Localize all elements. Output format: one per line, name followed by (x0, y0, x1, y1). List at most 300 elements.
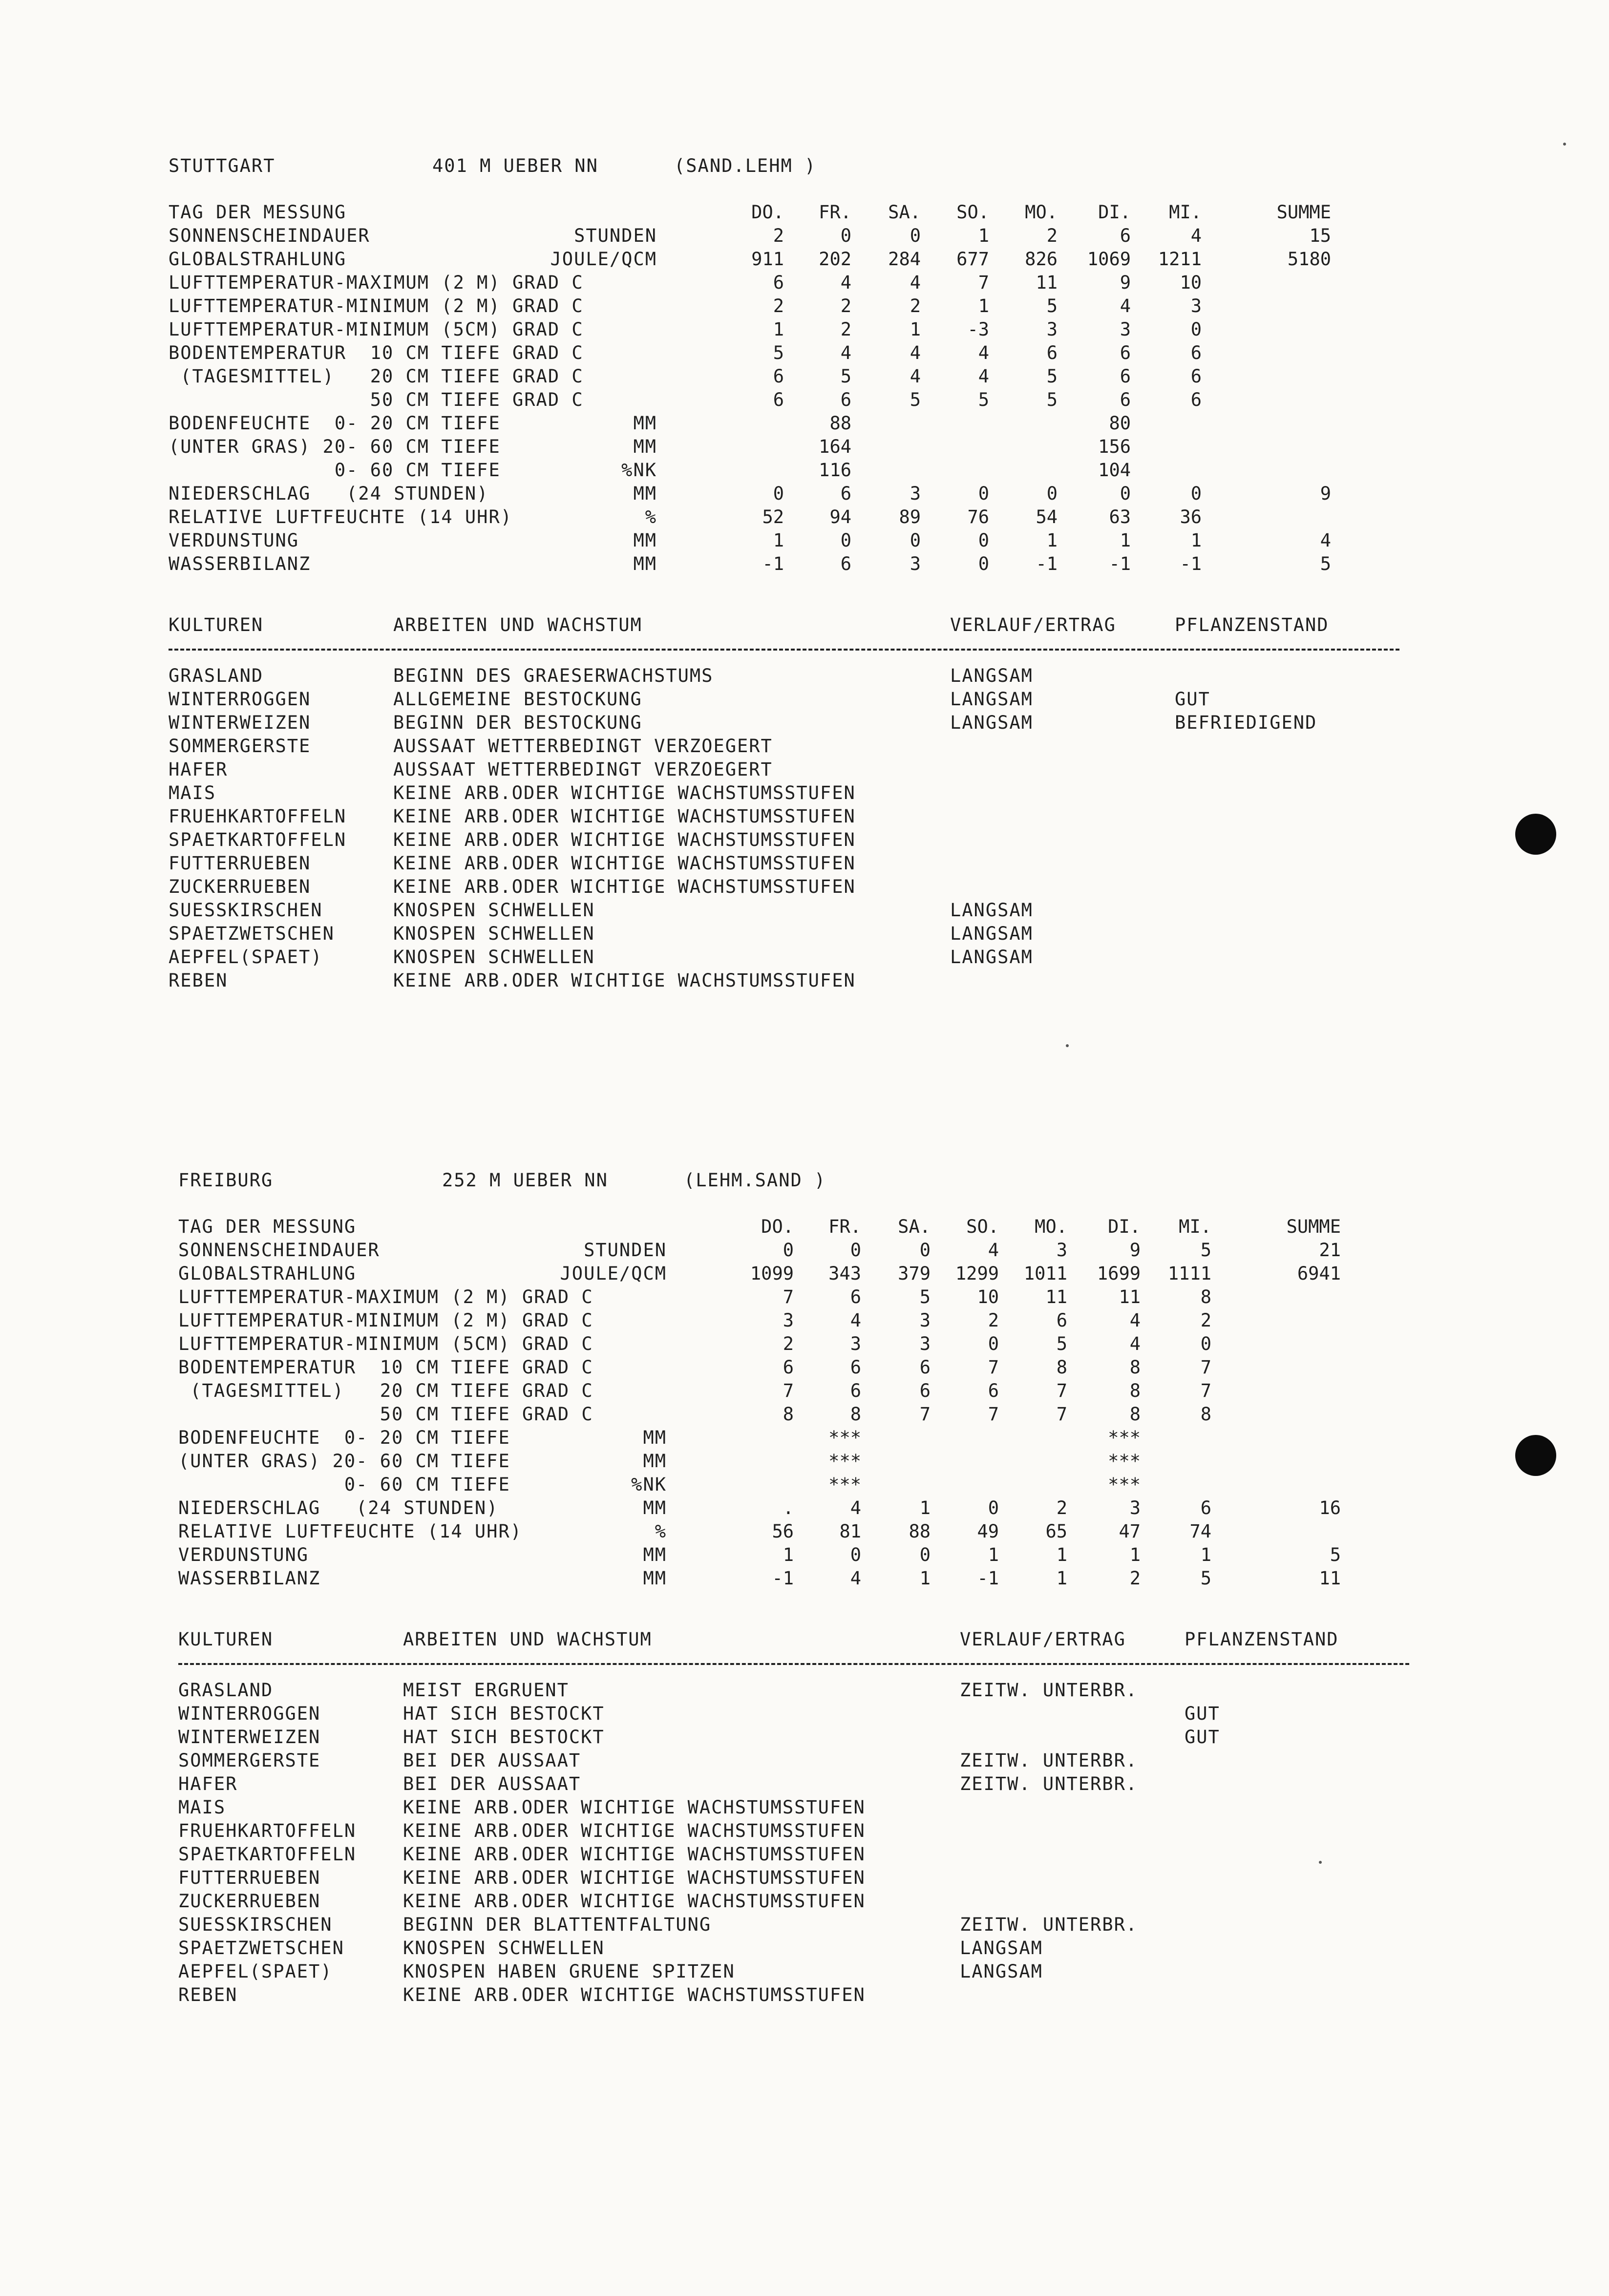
weather-row-label: 50 CM TIEFE GRAD C (169, 389, 584, 410)
weather-value: 1 (910, 319, 921, 340)
crop-name: REBEN (178, 1984, 238, 2005)
weather-row (178, 1544, 1429, 1568)
crop-status: GUT (1185, 1703, 1220, 1724)
crop-row (169, 829, 1439, 853)
weather-value: 0 (1120, 483, 1131, 504)
crop-row (178, 1703, 1448, 1727)
crop-status: GUT (1175, 689, 1210, 710)
weather-value: 6 (840, 553, 851, 574)
crop-name: WINTERWEIZEN (178, 1727, 321, 1748)
weather-value: 1 (773, 319, 784, 340)
crop-row (169, 947, 1439, 970)
weather-row-unit: MM (633, 413, 657, 434)
weather-value: 3 (910, 553, 921, 574)
crop-work: KNOSPEN SCHWELLEN (403, 1938, 605, 1959)
weather-value: 3 (910, 483, 921, 504)
weather-value: 4 (978, 366, 989, 387)
measurement-day-label: TAG DER MESSUNG (178, 1216, 357, 1237)
weather-value: 4 (978, 342, 989, 363)
crop-work: BEI DER AUSSAAT (403, 1773, 581, 1794)
weather-row (169, 366, 1419, 389)
weather-row-label: LUFTTEMPERATUR-MINIMUM (2 M) GRAD C (169, 295, 584, 316)
weather-value: 4 (988, 1240, 999, 1261)
crop-progress: ZEITW. UNTERBR. (960, 1914, 1138, 1935)
crop-row (169, 665, 1439, 689)
weather-value: 284 (888, 249, 921, 270)
sum-header: SUMME (1276, 202, 1331, 223)
crop-work: KEINE ARB.ODER WICHTIGE WACHSTUMSSTUFEN (403, 1984, 866, 2005)
weather-value: 1 (783, 1544, 794, 1565)
weather-row-label: GLOBALSTRAHLUNG (178, 1263, 357, 1284)
weather-value: 0 (840, 225, 851, 246)
weather-value: 2 (1046, 225, 1058, 246)
weather-value: 677 (956, 249, 989, 270)
weather-row-label: 0- 60 CM TIEFE (169, 460, 501, 481)
weather-value: 5 (1056, 1333, 1067, 1354)
progress-col-header: VERLAUF/ERTRAG (960, 1629, 1126, 1650)
weather-row (178, 1521, 1429, 1544)
crop-name: REBEN (169, 970, 228, 991)
weather-value: 7 (978, 272, 989, 293)
crop-name: SPAETKARTOFFELN (169, 829, 347, 850)
weather-sum: 5 (1320, 553, 1331, 574)
weather-value: 104 (1098, 460, 1131, 481)
weather-value: 1 (1190, 530, 1202, 551)
weather-value: 6 (988, 1380, 999, 1401)
weather-row (178, 1263, 1429, 1286)
weather-value: 3 (919, 1333, 931, 1354)
weather-value: 1 (978, 225, 989, 246)
weather-value: 0 (910, 530, 921, 551)
crop-row (178, 1820, 1448, 1844)
crop-progress: LANGSAM (950, 923, 1033, 944)
crop-row (178, 1727, 1448, 1750)
weather-value: 6 (1120, 342, 1131, 363)
work-col-header: ARBEITEN UND WACHSTUM (403, 1629, 652, 1650)
punch-hole-top (1515, 814, 1556, 855)
weather-value: 8 (1129, 1380, 1141, 1401)
weather-value: 1 (1129, 1544, 1141, 1565)
weather-value: 6 (773, 272, 784, 293)
weather-row-unit: % (645, 506, 657, 527)
weather-row-label: BODENTEMPERATUR 10 CM TIEFE GRAD C (178, 1357, 593, 1378)
work-col-header: ARBEITEN UND WACHSTUM (393, 614, 642, 635)
weather-value: 0 (978, 553, 989, 574)
weather-value: 2 (988, 1310, 999, 1331)
crop-row (169, 970, 1439, 993)
weather-value: 1069 (1087, 249, 1131, 270)
weather-value: 1699 (1097, 1263, 1141, 1284)
crop-name: SPAETZWETSCHEN (169, 923, 335, 944)
weekday-header: MO. (1025, 202, 1058, 223)
weather-value: 80 (1109, 413, 1131, 434)
weather-value: 10 (977, 1286, 999, 1307)
crop-row (169, 736, 1439, 759)
weather-header-row (169, 202, 1419, 225)
weather-value: 6 (1120, 225, 1131, 246)
weather-row-label: (UNTER GRAS) 20- 60 CM TIEFE (169, 436, 501, 457)
weather-value: 3 (1190, 295, 1202, 316)
weather-value: 6 (1190, 366, 1202, 387)
weather-value: 911 (751, 249, 784, 270)
weather-row-label: BODENFEUCHTE 0- 20 CM TIEFE (178, 1427, 510, 1448)
weather-value: 11 (1036, 272, 1058, 293)
weather-row (169, 272, 1419, 295)
weather-value: 11 (1045, 1286, 1067, 1307)
weather-value: 5 (840, 366, 851, 387)
station-altitude: 401 M UEBER NN (432, 155, 598, 176)
crop-work: HAT SICH BESTOCKT (403, 1727, 605, 1748)
weather-row-unit: JOULE/QCM (550, 249, 657, 270)
weather-value: 10 (1180, 272, 1202, 293)
weather-value: 8 (783, 1404, 794, 1425)
crop-row (169, 806, 1439, 829)
weather-value: 1 (1056, 1544, 1067, 1565)
weather-row-label: WASSERBILANZ (169, 553, 311, 574)
weather-row-unit: STUNDEN (584, 1240, 667, 1261)
crop-name: ZUCKERRUEBEN (169, 876, 311, 897)
weather-row-label: NIEDERSCHLAG (24 STUNDEN) (169, 483, 489, 504)
weather-value: 89 (899, 506, 921, 527)
weather-row-label: (TAGESMITTEL) 20 CM TIEFE GRAD C (169, 366, 584, 387)
punch-hole-bottom (1515, 1435, 1556, 1476)
weather-value: 47 (1119, 1521, 1141, 1542)
weather-value: 6 (1056, 1310, 1067, 1331)
weather-value: 1 (773, 530, 784, 551)
weather-row-label: (TAGESMITTEL) 20 CM TIEFE GRAD C (178, 1380, 593, 1401)
weather-value: 6 (840, 389, 851, 410)
status-col-header: PFLANZENSTAND (1175, 614, 1329, 635)
crop-row (178, 1914, 1448, 1938)
weather-value: 11 (1119, 1286, 1141, 1307)
weather-value: 6 (773, 389, 784, 410)
weather-value: 1 (988, 1544, 999, 1565)
weather-value: 6 (1120, 366, 1131, 387)
weekday-header: MO. (1035, 1216, 1067, 1237)
weather-value: 0 (978, 530, 989, 551)
crop-name: WINTERROGGEN (169, 689, 311, 710)
station-soil: (LEHM.SAND ) (684, 1170, 826, 1191)
weather-row-unit: MM (633, 483, 657, 504)
crop-name: MAIS (169, 782, 216, 803)
weather-value: -1 (1180, 553, 1202, 574)
crop-work: AUSSAAT WETTERBEDINGT VERZOEGERT (393, 736, 773, 757)
weekday-header: DI. (1108, 1216, 1141, 1237)
weather-value: 0 (850, 1544, 861, 1565)
weather-row-label: VERDUNSTUNG (169, 530, 299, 551)
weather-value: 7 (783, 1286, 794, 1307)
crop-row (178, 1867, 1448, 1891)
crop-status: GUT (1185, 1727, 1220, 1748)
crop-row (178, 1938, 1448, 1961)
sum-header: SUMME (1286, 1216, 1341, 1237)
weather-value: 6 (773, 366, 784, 387)
crop-progress: LANGSAM (950, 712, 1033, 733)
weather-value: *** (828, 1427, 861, 1448)
weather-value: *** (1108, 1427, 1141, 1448)
crop-work: KEINE ARB.ODER WICHTIGE WACHSTUMSSTUFEN (403, 1844, 866, 1865)
weather-value: 0 (1190, 319, 1202, 340)
crop-row (169, 876, 1439, 900)
weekday-header: MI. (1179, 1216, 1211, 1237)
crop-name: GRASLAND (178, 1680, 274, 1701)
crop-name: SUESSKIRSCHEN (169, 900, 323, 921)
weather-value: 6 (919, 1380, 931, 1401)
crop-progress: LANGSAM (950, 900, 1033, 921)
weather-value: 8 (1200, 1404, 1211, 1425)
crop-row (178, 1750, 1448, 1773)
weather-row-label: WASSERBILANZ (178, 1568, 321, 1589)
weekday-header: FR. (828, 1216, 861, 1237)
weather-value: 2 (1200, 1310, 1211, 1331)
weather-value: 4 (840, 272, 851, 293)
weather-row-unit: MM (633, 530, 657, 551)
crop-status: BEFRIEDIGEND (1175, 712, 1317, 733)
paper-speck (1563, 143, 1566, 146)
station-soil: (SAND.LEHM ) (674, 155, 817, 176)
weather-value: 1111 (1167, 1263, 1211, 1284)
crop-work: BEGINN DER BESTOCKUNG (393, 712, 642, 733)
weather-row-unit: MM (643, 1497, 667, 1518)
weather-row (169, 319, 1419, 342)
weather-row (178, 1286, 1429, 1310)
weather-value: 1 (978, 295, 989, 316)
weather-value: 6 (1120, 389, 1131, 410)
weather-value: 3 (1046, 319, 1058, 340)
weather-value: 0 (1046, 483, 1058, 504)
weather-row (169, 460, 1419, 483)
weather-value: 4 (910, 342, 921, 363)
weather-sum: 21 (1319, 1240, 1341, 1261)
weather-value: 116 (819, 460, 851, 481)
crop-work: AUSSAAT WETTERBEDINGT VERZOEGERT (393, 759, 773, 780)
weather-row (178, 1474, 1429, 1497)
crop-work: KEINE ARB.ODER WICHTIGE WACHSTUMSSTUFEN (403, 1797, 866, 1818)
weather-value: 88 (829, 413, 851, 434)
crop-progress: ZEITW. UNTERBR. (960, 1750, 1138, 1771)
weather-value: 4 (850, 1310, 861, 1331)
crop-name: FUTTERRUEBEN (178, 1867, 321, 1888)
crop-row (178, 1961, 1448, 1984)
crop-row (169, 782, 1439, 806)
weather-value: 1011 (1023, 1263, 1067, 1284)
crop-work: KEINE ARB.ODER WICHTIGE WACHSTUMSSTUFEN (393, 876, 856, 897)
weather-value: 2 (773, 225, 784, 246)
weather-value: 6 (1190, 389, 1202, 410)
crops-col-header: KULTUREN (169, 614, 264, 635)
weather-value: 76 (967, 506, 989, 527)
weather-value: 7 (1200, 1357, 1211, 1378)
weather-value: 343 (828, 1263, 861, 1284)
crop-progress: LANGSAM (960, 1961, 1043, 1982)
weather-value: 164 (819, 436, 851, 457)
weather-row-unit: %NK (631, 1474, 667, 1495)
weather-value: 63 (1109, 506, 1131, 527)
weekday-header: MI. (1169, 202, 1202, 223)
weekday-header: SO. (956, 202, 989, 223)
weather-value: 74 (1189, 1521, 1211, 1542)
weather-row-unit: MM (643, 1568, 667, 1589)
crop-row (178, 1844, 1448, 1867)
weather-value: 81 (839, 1521, 861, 1542)
crop-progress: LANGSAM (960, 1938, 1043, 1959)
station-name: FREIBURG (178, 1170, 274, 1191)
weather-sum: 11 (1319, 1568, 1341, 1589)
crop-row (178, 1984, 1448, 2008)
crop-name: ZUCKERRUEBEN (178, 1891, 321, 1912)
weather-row (169, 483, 1419, 506)
weather-value: 6 (850, 1380, 861, 1401)
dashed-separator (169, 649, 1399, 651)
weather-value: 0 (910, 225, 921, 246)
weather-value: 2 (840, 319, 851, 340)
weather-value: . (783, 1497, 794, 1518)
crop-name: FRUEHKARTOFFELN (178, 1820, 357, 1841)
weather-value: -1 (1036, 553, 1058, 574)
weather-value: 6 (850, 1286, 861, 1307)
weather-value: 0 (919, 1544, 931, 1565)
crop-work: KNOSPEN SCHWELLEN (393, 923, 595, 944)
weather-row (178, 1497, 1429, 1521)
weather-value: 1 (919, 1568, 931, 1589)
weather-value: 1099 (750, 1263, 794, 1284)
weather-value: 2 (840, 295, 851, 316)
crop-name: SUESSKIRSCHEN (178, 1914, 333, 1935)
weather-row-unit: % (655, 1521, 667, 1542)
weather-row (169, 342, 1419, 366)
weather-value: 8 (1129, 1404, 1141, 1425)
weather-value: 2 (1129, 1568, 1141, 1589)
crop-row (169, 689, 1439, 712)
weather-row-label: LUFTTEMPERATUR-MAXIMUM (2 M) GRAD C (178, 1286, 593, 1307)
weather-value: -1 (1109, 553, 1131, 574)
weather-value: 6 (840, 483, 851, 504)
crop-row (169, 853, 1439, 876)
weather-value: 4 (1190, 225, 1202, 246)
weather-value: 2 (773, 295, 784, 316)
weather-value: 1299 (955, 1263, 999, 1284)
weather-value: 7 (1200, 1380, 1211, 1401)
weather-value: 6 (783, 1357, 794, 1378)
weather-row-label: 0- 60 CM TIEFE (178, 1474, 510, 1495)
weather-value: 0 (773, 483, 784, 504)
weather-value: 36 (1180, 506, 1202, 527)
crop-row (169, 712, 1439, 736)
weather-row-label: BODENFEUCHTE 0- 20 CM TIEFE (169, 413, 501, 434)
weather-value: 56 (772, 1521, 794, 1542)
weather-row (169, 295, 1419, 319)
weather-row (178, 1451, 1429, 1474)
paper-speck (1066, 1044, 1069, 1047)
crops-header-row (178, 1629, 1448, 1652)
crop-name: GRASLAND (169, 665, 264, 686)
weather-value: 1 (1200, 1544, 1211, 1565)
weather-value: -1 (772, 1568, 794, 1589)
weather-value: 3 (1129, 1497, 1141, 1518)
weather-value: 65 (1045, 1521, 1067, 1542)
weather-value: 1 (1120, 530, 1131, 551)
crop-work: KEINE ARB.ODER WICHTIGE WACHSTUMSSTUFEN (393, 829, 856, 850)
weather-value: *** (828, 1474, 861, 1495)
crop-name: FRUEHKARTOFFELN (169, 806, 347, 827)
crop-name: SPAETKARTOFFELN (178, 1844, 357, 1865)
weather-row-unit: MM (643, 1427, 667, 1448)
weather-row-unit: MM (633, 553, 657, 574)
crop-name: SPAETZWETSCHEN (178, 1938, 344, 1959)
weather-row-label: LUFTTEMPERATUR-MINIMUM (2 M) GRAD C (178, 1310, 593, 1331)
progress-col-header: VERLAUF/ERTRAG (950, 614, 1116, 635)
weather-row (169, 530, 1419, 553)
weather-row (178, 1333, 1429, 1357)
weather-row (169, 553, 1419, 577)
weather-row-label: VERDUNSTUNG (178, 1544, 309, 1565)
weather-value: 5 (1200, 1240, 1211, 1261)
weather-value: *** (828, 1451, 861, 1472)
weather-value: 0 (783, 1240, 794, 1261)
crop-work: KNOSPEN SCHWELLEN (393, 900, 595, 921)
weather-row-unit: MM (643, 1451, 667, 1472)
weather-row-label: LUFTTEMPERATUR-MINIMUM (5CM) GRAD C (169, 319, 584, 340)
weather-value: 379 (898, 1263, 931, 1284)
weather-value: 88 (909, 1521, 931, 1542)
weather-value: 5 (773, 342, 784, 363)
weather-value: 52 (762, 506, 784, 527)
weather-value: 0 (978, 483, 989, 504)
crop-row (178, 1891, 1448, 1914)
crop-row (169, 759, 1439, 782)
weather-value: 3 (1056, 1240, 1067, 1261)
weather-row-label: RELATIVE LUFTFEUCHTE (14 UHR) (169, 506, 513, 527)
weather-value: -1 (762, 553, 784, 574)
weather-value: 1211 (1158, 249, 1202, 270)
crop-work: KEINE ARB.ODER WICHTIGE WACHSTUMSSTUFEN (393, 806, 856, 827)
station-altitude: 252 M UEBER NN (442, 1170, 608, 1191)
weather-value: 5 (978, 389, 989, 410)
crop-name: HAFER (178, 1773, 238, 1794)
weather-value: 8 (1056, 1357, 1067, 1378)
weather-value: 6 (1200, 1497, 1211, 1518)
weather-sum: 5180 (1287, 249, 1331, 270)
weather-row-label: LUFTTEMPERATUR-MINIMUM (5CM) GRAD C (178, 1333, 593, 1354)
station-name: STUTTGART (169, 155, 275, 176)
crop-work: KEINE ARB.ODER WICHTIGE WACHSTUMSSTUFEN (393, 853, 856, 874)
weather-row (169, 389, 1419, 413)
crop-progress: LANGSAM (950, 689, 1033, 710)
crop-name: MAIS (178, 1797, 226, 1818)
crop-work: KEINE ARB.ODER WICHTIGE WACHSTUMSSTUFEN (403, 1867, 866, 1888)
crop-work: BEGINN DES GRAESERWACHSTUMS (393, 665, 714, 686)
crop-progress: ZEITW. UNTERBR. (960, 1773, 1138, 1794)
weather-value: 3 (1120, 319, 1131, 340)
weather-value: 4 (910, 272, 921, 293)
weather-row (178, 1357, 1429, 1380)
weather-value: 7 (1056, 1404, 1067, 1425)
weather-row (169, 225, 1419, 249)
weekday-header: FR. (819, 202, 851, 223)
weather-row-label: BODENTEMPERATUR 10 CM TIEFE GRAD C (169, 342, 584, 363)
weather-row (169, 506, 1419, 530)
weather-value: 4 (1120, 295, 1131, 316)
weather-value: *** (1108, 1451, 1141, 1472)
weekday-header: DI. (1098, 202, 1131, 223)
crop-work: BEGINN DER BLATTENTFALTUNG (403, 1914, 712, 1935)
weather-value: 5 (1046, 389, 1058, 410)
crop-progress: LANGSAM (950, 665, 1033, 686)
weather-value: 7 (919, 1404, 931, 1425)
crop-work: KNOSPEN HABEN GRUENE SPITZEN (403, 1961, 735, 1982)
weather-value: 9 (1129, 1240, 1141, 1261)
weather-value: 6 (1046, 342, 1058, 363)
